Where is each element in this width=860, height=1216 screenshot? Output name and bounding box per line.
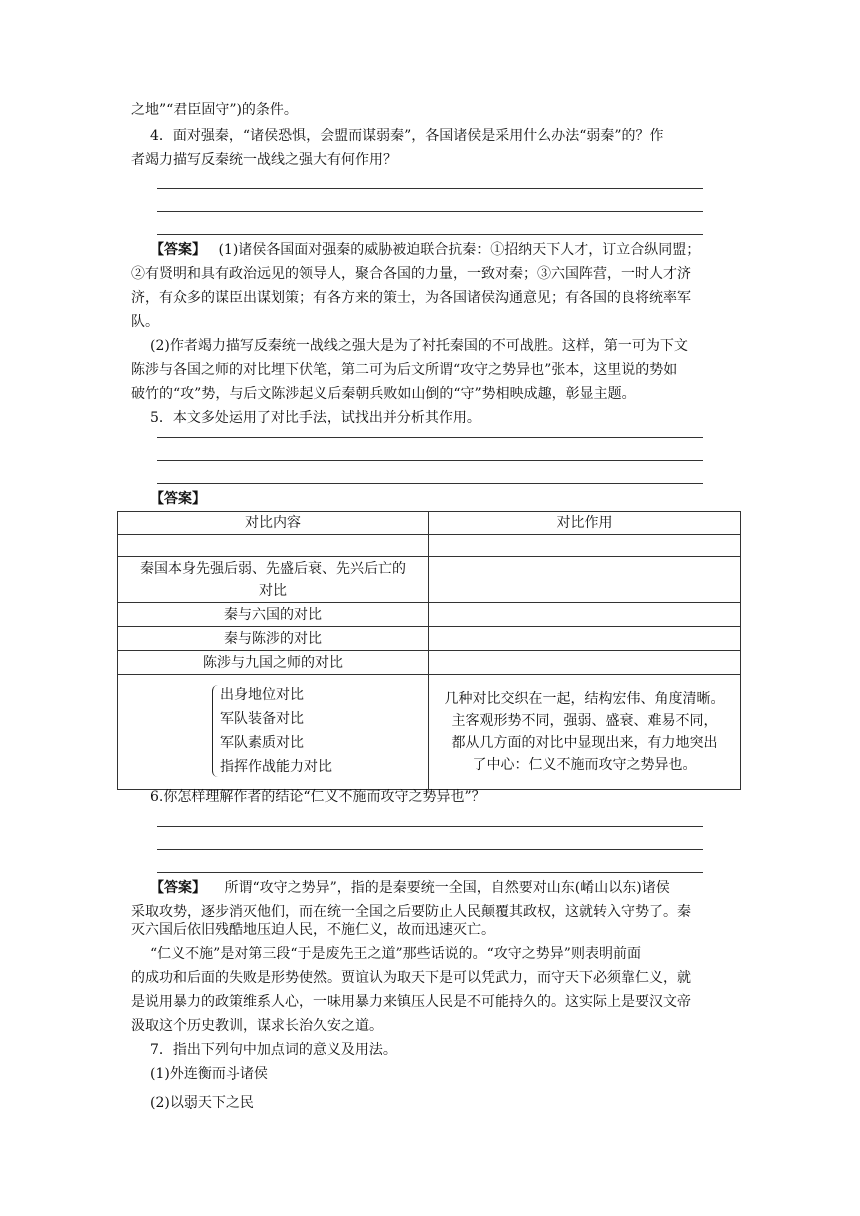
answer-4-paragraph-2-line-3: 破竹的“攻”势，与后文陈涉起义后秦朝兵败如山倒的“守”势相映成趣，彰显主题。 — [131, 386, 636, 402]
item-text: 诸侯 — [239, 1066, 268, 1082]
table-row — [118, 535, 741, 557]
column-header: 对比作用 — [429, 512, 741, 535]
question-6: 6.你怎样理解作者的结论“仁义不施而攻守之势异也”？ — [150, 789, 486, 805]
answer-6-line-2: 采取攻势，逐步消灭他们，而在统一全国之后要防止人民颠覆其政权，这就转入守势了。秦 — [131, 904, 691, 920]
effect-line: 都从几方面的对比中显现出来，有力地突出 — [451, 735, 718, 751]
answer-4-line-2: ②有贤明和具有政治远见的领导人，聚合各国的力量，一致对秦；③六国阵营，一时人才济 — [131, 266, 691, 282]
answer-blank-line — [157, 211, 703, 212]
answer-6-paragraph-1 — [150, 876, 670, 900]
table-cell — [118, 675, 429, 790]
top-fragment: 之地”“君臣固守”)的条件。 — [131, 102, 298, 118]
answer-6-paragraph-2: “仁义不施”是对第三段“于是废先王之道”那些话说的。“攻守之势异”则表明前面 — [150, 946, 641, 962]
effect-line: 主客观形势不同，强弱、盛衰、难易不同， — [451, 713, 718, 729]
answer-blank-line — [157, 234, 703, 235]
question-7-item-2 — [150, 1091, 254, 1115]
answer-blank-line — [157, 872, 703, 873]
answer-4-paragraph-1 — [150, 238, 700, 262]
table-cell — [429, 557, 741, 603]
table-header-row — [118, 512, 741, 535]
answer-4-paragraph-2-line-2: 陈涉与各国之师的对比埋下伏笔，第二可为后文所谓“攻守之势异也”张本，这里说的势如 — [131, 362, 678, 378]
answer-blank-line — [157, 849, 703, 850]
table-cell — [429, 651, 741, 675]
list-item: 军队素质对比 — [220, 735, 304, 751]
answer-4-line-4: 队。 — [131, 314, 159, 330]
list-item: 出身地位对比 — [220, 687, 304, 703]
list-item: 指挥作战能力对比 — [220, 759, 332, 775]
column-header: 对比内容 — [118, 512, 429, 535]
answer-blank-line — [157, 188, 703, 189]
table-row — [118, 557, 741, 603]
item-text: (2)以 — [150, 1095, 184, 1111]
table-row — [118, 675, 741, 790]
answer-blank-line — [157, 826, 703, 827]
cell-text: 对比 — [259, 582, 287, 599]
answer-6-paragraph-2-line-3: 是说用暴力的政策维系人心，一味用暴力来镇压人民是不可能持久的。这实际上是要汉文帝 — [131, 994, 691, 1010]
answer-label: 【答案】 — [150, 491, 206, 507]
table-cell — [118, 535, 429, 557]
question-7-item-1 — [150, 1062, 268, 1086]
answer-label: 【答案】 — [150, 242, 206, 258]
cell-text: 秦国本身先强后弱、先盛后衰、先兴后亡的 — [140, 560, 406, 577]
table-cell — [429, 675, 741, 790]
effect-line: 几种对比交织在一起，结构宏伟、角度清晰。 — [444, 691, 725, 707]
answer-blank-line — [157, 483, 703, 484]
answer-6-paragraph-2-line-4: 汲取这个历史教训，谋求长治久安之道。 — [131, 1018, 383, 1034]
brace-list — [220, 683, 332, 779]
answer-label: 【答案】 — [150, 880, 206, 896]
question-7: 7．指出下列句中加点词的意义及用法。 — [150, 1042, 397, 1058]
answer-6-line-3: 灭六国后依旧残酷地压迫人民，不施仁义，故而迅速灭亡。 — [131, 922, 495, 938]
item-text: 天下之民 — [197, 1095, 254, 1111]
answer-blank-line — [157, 460, 703, 461]
question-4-line-1: 4．面对强秦，“诸侯恐惧，会盟而谋弱秦”，各国诸侯是采用什么办法“弱秦”的？作 — [150, 128, 664, 144]
table-cell — [429, 535, 741, 557]
effect-line: 了中心：仁义不施而攻守之势异也。 — [472, 757, 697, 773]
emphasis-dot-word: 弱 — [183, 1095, 198, 1111]
table-row — [118, 651, 741, 675]
table-cell: 秦与六国的对比 — [118, 603, 429, 627]
answer-text: (1)诸侯各国面对强秦的威胁被迫联合抗秦：①招纳天下人才，订立合纵同盟； — [218, 242, 701, 258]
answer-4-line-3: 济，有众多的谋臣出谋划策；有各方来的策士，为各国诸侯沟通意见；有各国的良将统率军 — [131, 290, 691, 306]
answer-blank-line — [157, 437, 703, 438]
table-cell — [118, 557, 429, 603]
question-4-line-2: 者竭力描写反秦统一战线之强大有何作用？ — [131, 152, 397, 168]
question-5: 5．本文多处运用了对比手法，试找出并分析其作用。 — [150, 410, 481, 426]
table-cell: 秦与陈涉的对比 — [118, 627, 429, 651]
table-cell — [429, 627, 741, 651]
table-cell — [429, 603, 741, 627]
table-cell: 陈涉与九国之师的对比 — [118, 651, 429, 675]
table-row — [118, 603, 741, 627]
answer-text: 所谓“攻守之势异”，指的是秦要统一全国，自然要对山东(崤山以东)诸侯 — [224, 880, 670, 896]
list-item: 军队装备对比 — [220, 711, 304, 727]
answer-6-paragraph-2-line-2: 的成功和后面的失败是形势使然。贾谊认为取天下是可以凭武力，而守天下必须靠仁义，就 — [131, 970, 691, 986]
answer-4-paragraph-2: (2)作者竭力描写反秦统一战线之强大是为了衬托秦国的不可战胜。这样，第一可为下文 — [150, 338, 688, 354]
item-text: (1)外连衡而 — [150, 1066, 226, 1082]
emphasis-dot-word: 斗 — [225, 1066, 240, 1082]
table-row — [118, 627, 741, 651]
comparison-table — [117, 511, 741, 790]
